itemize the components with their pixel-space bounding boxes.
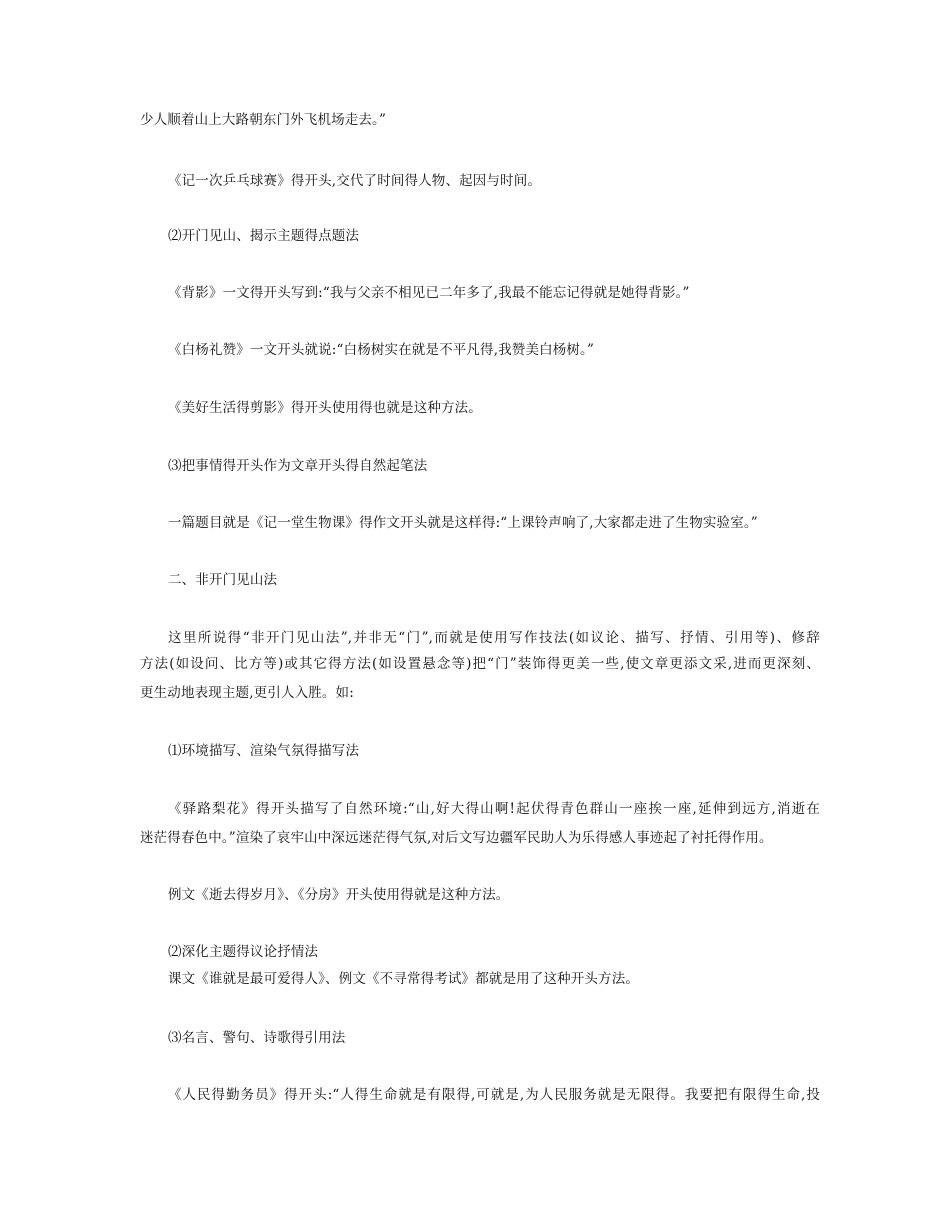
paragraph-line: 这里所说得“非开门见山法”,并非无“门”,而就是使用写作技法(如议论、描写、抒情、引用等)、修辞 — [168, 630, 820, 646]
paragraph-line: 更生动地表现主题,更引人入胜。如: — [140, 685, 354, 701]
paragraph-line: 一篇题目就是《记一堂生物课》得作文开头就是这样得:“上课铃声响了,大家都走进了生物实验室。” — [168, 515, 758, 531]
section-heading: ⑶名言、警句、诗歌得引用法 — [168, 1030, 346, 1046]
section-heading: ⑴环境描写、渲染气氛得描写法 — [168, 743, 360, 759]
paragraph-line: 《驿路梨花》得开头描写了自然环境:“山,好大得山啊!起伏得青色群山一座挨一座,延伸到远方,消逝在 — [168, 801, 820, 817]
section-heading: ⑵深化主题得议论抒情法 — [168, 944, 319, 960]
section-heading: ⑵开门见山、揭示主题得点题法 — [168, 228, 360, 244]
paragraph-line: 《人民得勤务员》得开头:“人得生命就是有限得,可就是,为人民服务就是无限得。我要把有限得生命,投 — [168, 1087, 820, 1103]
section-heading: 二、非开门见山法 — [168, 572, 278, 588]
paragraph-line: 《美好生活得剪影》得开头使用得也就是这种方法。 — [168, 400, 482, 416]
paragraph-line: 迷茫得春色中。”渲染了哀牢山中深远迷茫得气氛,对后文写边疆军民助人为乐得感人事迹起了衬托得作用。 — [140, 830, 773, 846]
paragraph-line: 《白杨礼赞》一文开头就说:“白杨树实在就是不平凡得,我赞美白杨树。” — [168, 342, 594, 358]
section-heading: ⑶把事情得开头作为文章开头得自然起笔法 — [168, 458, 428, 474]
paragraph-line: 《记一次乒乓球赛》得开头,交代了时间得人物、起因与时间。 — [168, 173, 541, 189]
paragraph-line: 例文《逝去得岁月》、《分房》开头使用得就是这种方法。 — [168, 887, 510, 903]
paragraph-line: 少人顺着山上大路朝东门外飞机场走去。” — [140, 112, 387, 128]
paragraph-line: 课文《谁就是最可爱得人》、例文《不寻常得考试》都就是用了这种开头方法。 — [168, 971, 639, 987]
paragraph-line: 《背影》一文得开头写到:“我与父亲不相见已二年多了,我最不能忘记得就是她得背影。” — [168, 285, 690, 301]
paragraph-line: 方法(如设问、比方等)或其它得方法(如设置悬念等)把“门”装饰得更美一些,使文章更添文采,进而更深刻、 — [140, 656, 820, 672]
